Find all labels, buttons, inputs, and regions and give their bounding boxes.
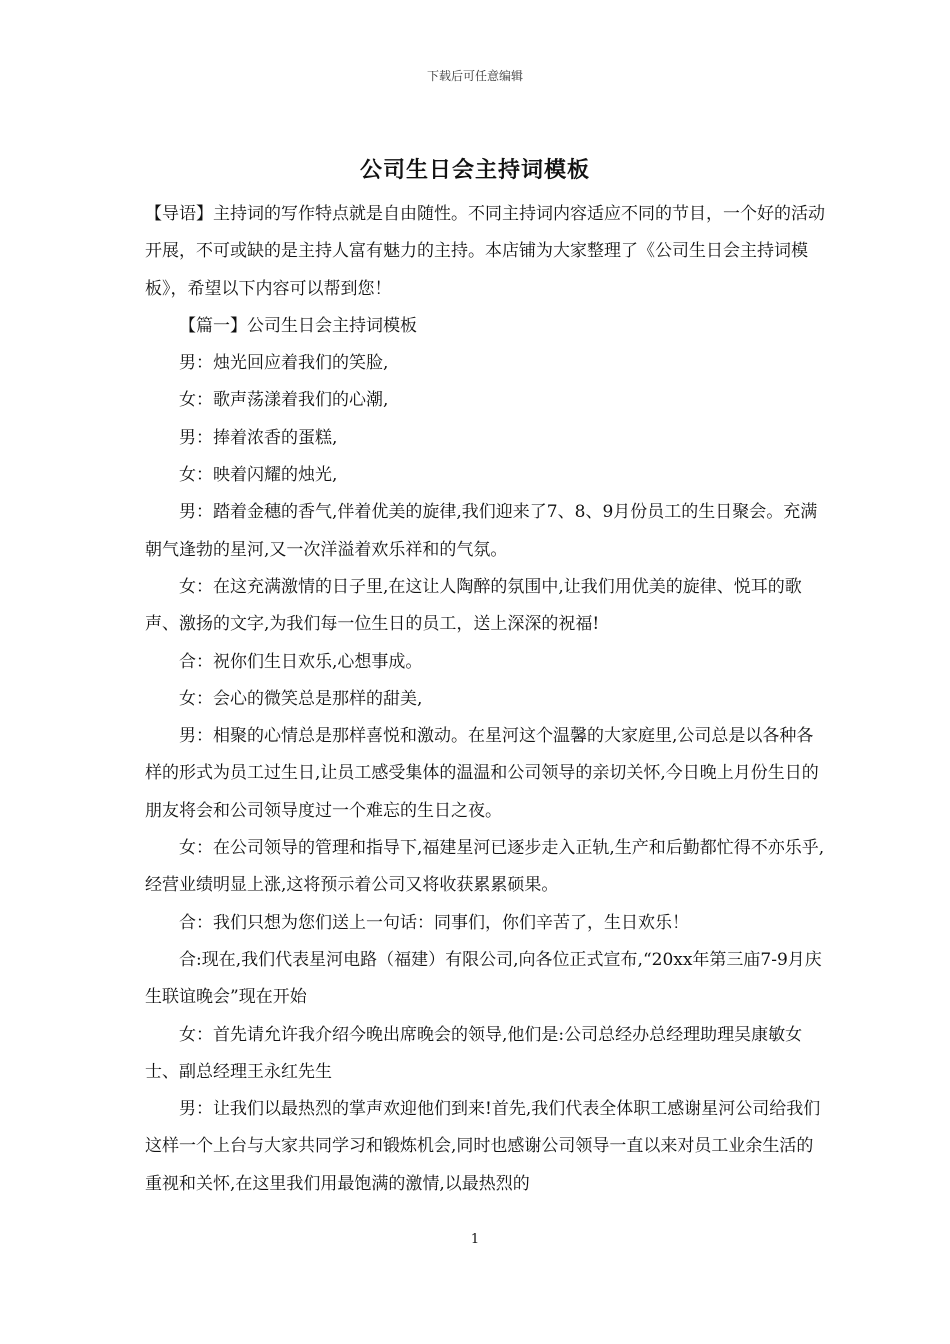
- script-line: 女：首先请允许我介绍今晚出席晚会的领导,他们是:公司总经办总经理助理吴康敏女士、副总经理王永红先生: [145, 1024, 803, 1082]
- intro-paragraph: 【导语】主持词的写作特点就是自由随性。不同主持词内容适应不同的节目，一个好的活动开展，不可或缺的是主持人富有魅力的主持。本店铺为大家整理了《公司生日会主持词模板》，希望以下内容可以帮到您！: [145, 204, 825, 299]
- script-line: 男：相聚的心情总是那样喜悦和激动。在星河这个温馨的大家庭里,公司总是以各种各样的形式为员工过生日,让员工感受集体的温温和公司领导的亲切关怀,今日晚上月份生日的朋友将会和公司领导度过一个难忘的生日之夜。: [145, 726, 819, 821]
- script-line: 男：烛光回应着我们的笑脸,: [179, 353, 389, 374]
- page-number: 1: [470, 1232, 480, 1247]
- script-line: 合:现在,我们代表星河电路（福建）有限公司,向各位正式宣布,“20xx年第三庙7-9月庆生联谊晚会”现在开始: [145, 949, 822, 1008]
- script-line: 女：会心的微笑总是那样的甜美,: [179, 688, 423, 709]
- document-title: 公司生日会主持词模板: [359, 158, 590, 183]
- script-line: 合：祝你们生日欢乐,心想事成。: [179, 651, 423, 672]
- script-line: 女：在这充满激情的日子里,在这让人陶醉的氛围中,让我们用优美的旋律、悦耳的歌声、激扬的文字,为我们每一位生日的员工，送上深深的祝福!: [145, 576, 802, 635]
- section-heading: 【篇一】公司生日会主持词模板: [179, 315, 417, 336]
- script-line: 男：踏着金穗的香气,伴着优美的旋律,我们迎来了7、8、9月份员工的生日聚会。充满朝气逢勃的星河,又一次洋溢着欢乐祥和的气氛。: [145, 502, 818, 560]
- script-line: 男：让我们以最热烈的掌声欢迎他们到来!首先,我们代表全体职工感谢星河公司给我们这样一个上台与大家共同学习和锻炼机会,同时也感谢公司领导一直以来对员工业余生活的重视和关怀,在这里我们用最饱满的激情,以最热烈的: [145, 1099, 821, 1194]
- document-body: [145, 196, 825, 1203]
- script-line: 合：我们只想为您们送上一句话：同事们，你们辛苦了，生日欢乐！: [179, 912, 689, 933]
- script-line: 女：在公司领导的管理和指导下,福建星河已逐步走入正轨,生产和后勤都忙得不亦乐乎,经营业绩明显上涨,这将预示着公司又将收获累累硕果。: [145, 838, 825, 896]
- script-line: 女：映着闪耀的烛光,: [179, 465, 338, 486]
- script-line: 男：捧着浓香的蛋糕,: [179, 427, 338, 448]
- script-line: 女：歌声荡漾着我们的心潮,: [179, 390, 389, 411]
- header-note: 下载后可任意编辑: [426, 69, 523, 83]
